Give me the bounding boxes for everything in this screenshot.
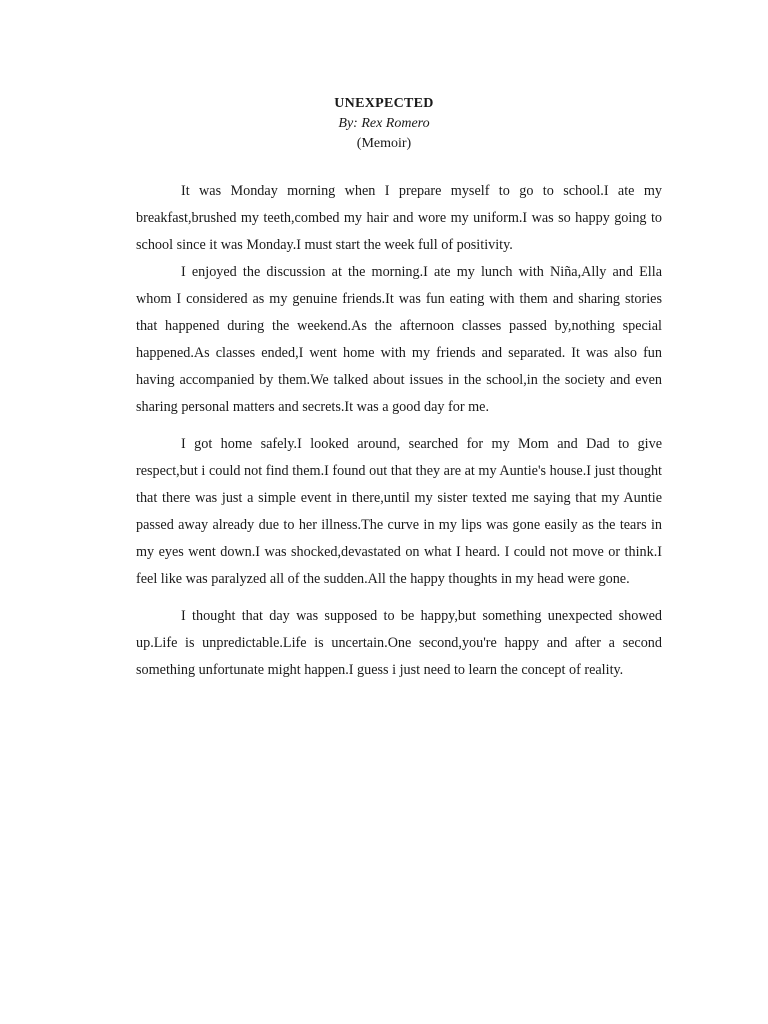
document-author: By: Rex Romero — [338, 116, 430, 131]
document-header — [0, 94, 768, 154]
paragraph-2: I enjoyed the discussion at the morning.I ate my lunch with Niña,Ally and Ella whom I considered as my genuine friends.It was fun eating with them and sharing stories that happened during the weekend.As the afternoon classes passed by,nothing special happened.As classes ended,I went home with my friends and separated. It was also fun having accompanied by them.We talked about issues in the school,in the society and even sharing personal matters and secrets.It was a good day for me. — [136, 264, 662, 415]
document-body — [136, 178, 662, 684]
paragraph-1: It was Monday morning when I prepare myself to go to school.I ate my breakfast,brushed my teeth,combed my hair and wore my uniform.I was so happy going to school since it was Monday.I must start the week full of positivity. — [136, 183, 662, 253]
document-title: UNEXPECTED — [334, 96, 434, 111]
document-genre: (Memoir) — [356, 136, 412, 151]
paragraph-4: I thought that day was supposed to be happy,but something unexpected showed up.Life is unpredictable.Life is uncertain.One second,you're happy and after a second something unfortunate might happen.I guess i just need to learn the concept of reality. — [136, 608, 662, 678]
paragraph-3: I got home safely.I looked around, searched for my Mom and Dad to give respect,but i could not find them.I found out that they are at my Auntie's house.I just thought that there was just a simple event in there,until my sister texted me saying that my Auntie passed away already due to her illness.The curve in my lips was gone easily as the tears in my eyes went down.I was shocked,devastated on what I heard. I could not move or think.I feel like was paralyzed all of the sudden.All the happy thoughts in my head were gone. — [136, 436, 662, 587]
